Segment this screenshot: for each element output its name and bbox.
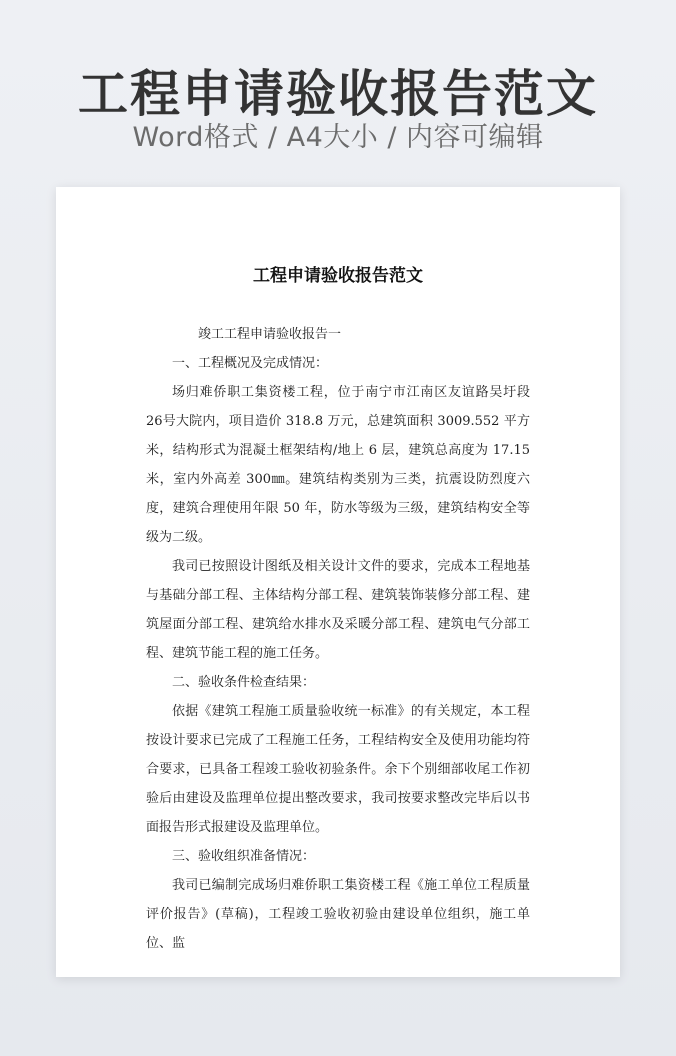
document-title: 工程申请验收报告范文 [253,266,423,286]
document-body [146,320,530,958]
section-heading: 二、验收条件检查结果： [172,675,316,690]
section-heading: 一、工程概况及完成情况： [172,356,329,371]
document-page [56,187,620,977]
document-subheading: 竣工工程申请验收报告一 [198,327,342,342]
banner-subtitle: Word格式 / A4大小 / 内容可编辑 [132,122,544,153]
paragraph: 场归难侨职工集资楼工程，位于南宁市江南区友谊路吴圩段 26号大院内，项目造价 318.8 万元，总建筑面积 3009.552 平方米，结构形式为混凝土框架结构/地上 6 层，建筑总高度为 17.15 米，室内外高差 300㎜。建筑结构类别为三类，抗震设防烈度六度，建筑合理使用年限 50 年，防水等级为三级，建筑结构安全等级为二级。 [146,385,530,545]
paragraph: 我司已按照设计图纸及相关设计文件的要求，完成本工程地基与基础分部工程、主体结构分部工程、建筑装饰装修分部工程、建筑屋面分部工程、建筑给水排水及采暖分部工程、建筑电气分部工程、建筑节能工程的施工任务。 [146,559,530,661]
section-heading: 三、验收组织准备情况： [172,849,316,864]
banner-title: 工程申请验收报告范文 [78,65,598,123]
paragraph: 我司已编制完成场归难侨职工集资楼工程《施工单位工程质量评价报告》(草稿)，工程竣工验收初验由建设单位组织，施工单位、监 [146,878,530,951]
paragraph: 依据《建筑工程施工质量验收统一标准》的有关规定，本工程按设计要求已完成了工程施工任务，工程结构安全及使用功能均符合要求，已具备工程竣工验收初验条件。余下个别细部收尾工作初验后由建设及监理单位提出整改要求，我司按要求整改完毕后以书面报告形式报建设及监理单位。 [146,704,530,835]
